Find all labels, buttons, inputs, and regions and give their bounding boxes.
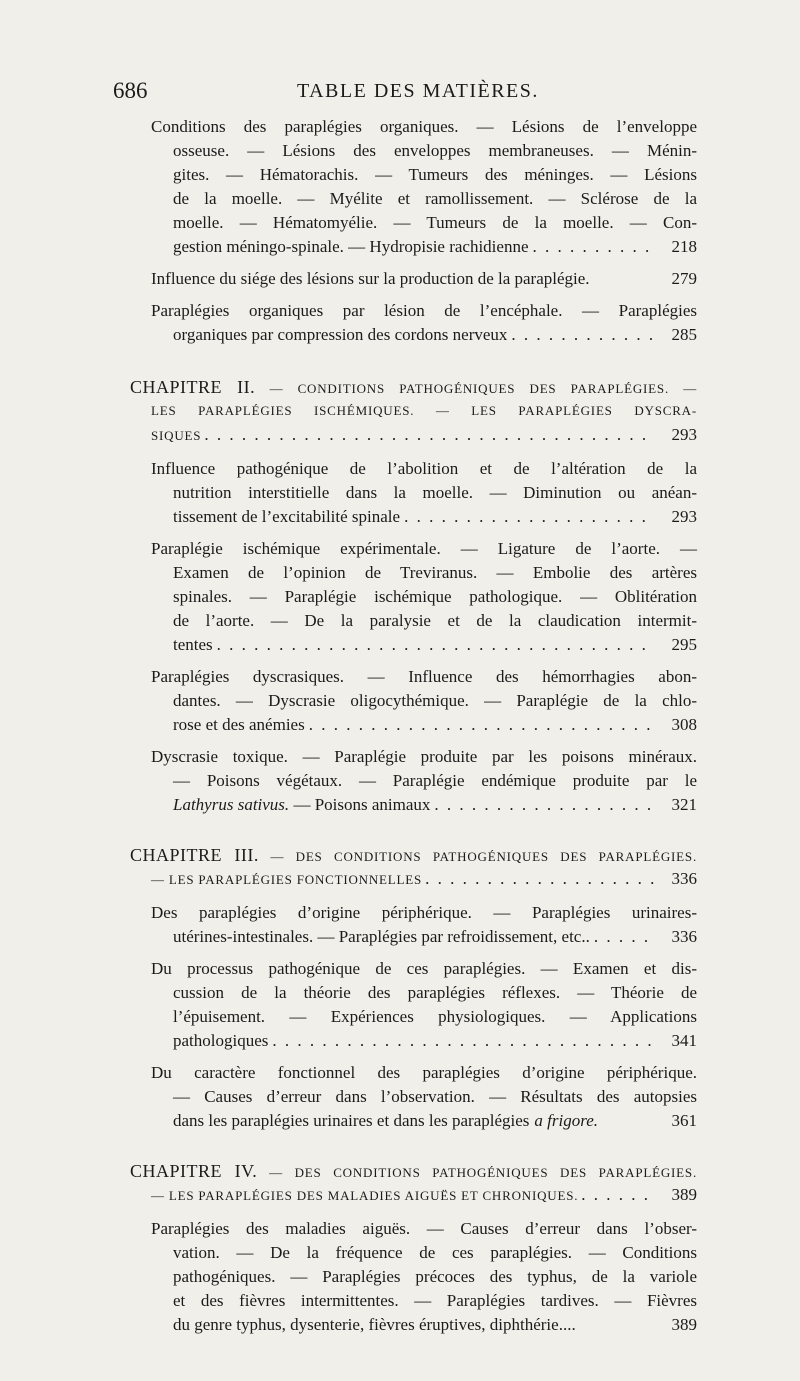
toc-content — [130, 115, 697, 1345]
entry-last-line — [151, 323, 697, 347]
chapter-text: SIQUES — [151, 428, 202, 443]
toc-entry — [151, 665, 697, 737]
entry-line: cussion de la théorie des paraplégies réflexes. — Théorie de — [173, 983, 697, 1002]
entry-line: Du processus pathogénique de ces paraplégies. — Examen et dis- — [151, 959, 697, 978]
entry-line: Examen de l’opinion de Treviranus. — Embolie des artères — [173, 563, 697, 582]
entry-line: nutrition interstitielle dans la moelle. — Diminution ou anéan- — [173, 483, 697, 502]
dot-leader — [309, 713, 654, 737]
dot-leader — [272, 1029, 654, 1053]
chapter-heading — [130, 843, 697, 891]
chapter-last-line — [130, 423, 697, 447]
entry-page-number: 389 — [671, 1185, 697, 1204]
chapter-line: LES PARAPLÉGIES ISCHÉMIQUES. — LES PARAPLÉGIES DYSCRA- — [151, 403, 697, 418]
entry-line: Dyscrasie toxique. — Paraplégie produite par les poisons minéraux. — [151, 747, 697, 766]
toc-entry — [151, 457, 697, 529]
entry-page-number: 336 — [671, 927, 697, 946]
entry-text: tissement de l’excitabilité spinale — [173, 507, 401, 526]
toc-entry — [151, 115, 697, 259]
entry-line: Influence pathogénique de l’abolition et de l’altération de la — [151, 459, 697, 478]
entry-last-line — [151, 1313, 697, 1337]
entry-last-line — [151, 267, 697, 291]
entry-text: du genre typhus, dysenterie, fièvres éruptives, diphthérie.... — [173, 1315, 576, 1334]
entry-page-number: 321 — [671, 795, 697, 814]
dot-leader — [217, 633, 654, 657]
dot-leader — [404, 505, 654, 529]
toc-entry — [151, 957, 697, 1053]
entry-line: — Causes d’erreur dans l’observation. — Résultats des autopsies — [173, 1087, 697, 1106]
chapter-last-line — [130, 1183, 697, 1207]
entry-page-number: 308 — [671, 715, 697, 734]
entry-text: rose et des anémies — [173, 715, 305, 734]
entry-line: Conditions des paraplégies organiques. — Lésions de l’enveloppe — [151, 117, 697, 136]
page-number: 686 — [113, 78, 148, 103]
chapter-last-line — [130, 867, 697, 891]
chapter-heading — [130, 1159, 697, 1207]
chapter-title: — CONDITIONS PATHOGÉNIQUES DES PARAPLÉGIES. — — [269, 381, 697, 396]
entry-page-number: 293 — [671, 425, 697, 444]
entry-page-number: 295 — [671, 635, 697, 654]
dot-leader — [425, 867, 654, 891]
toc-entry — [151, 267, 697, 291]
chapter-heading — [130, 375, 697, 447]
entry-line: et des fièvres intermittentes. — Paraplégies tardives. — Fièvres — [173, 1291, 697, 1310]
entry-last-line — [151, 793, 697, 817]
entry-text: utérines-intestinales. — Paraplégies par refroidissement, etc.. — [173, 927, 590, 946]
entry-line: l’épuisement. — Expériences physiologiques. — Applications — [173, 1007, 697, 1026]
entry-page-number: 361 — [671, 1111, 697, 1130]
entry-line: Paraplégie ischémique expérimentale. — Ligature de l’aorte. — — [151, 539, 697, 558]
entry-line: Paraplégies organiques par lésion de l’encéphale. — Paraplégies — [151, 301, 697, 320]
chapter-line — [130, 1159, 697, 1183]
chapter-label: CHAPITRE IV. — [130, 1161, 258, 1181]
dot-leader — [533, 235, 655, 259]
dot-leader — [204, 423, 654, 447]
entry-text: dans les paraplégies urinaires et dans les paraplégies — [173, 1111, 530, 1130]
entry-last-line — [151, 925, 697, 949]
dot-leader — [594, 925, 654, 949]
page-header — [0, 78, 800, 110]
toc-entry — [151, 745, 697, 817]
dot-leader — [511, 323, 654, 347]
entry-line: Du caractère fonctionnel des paraplégies d’origine périphérique. — [151, 1063, 697, 1082]
entry-line: pathogéniques. — Paraplégies précoces des typhus, de la variole — [173, 1267, 697, 1286]
chapter-label: CHAPITRE III. — [130, 845, 259, 865]
entry-line: — Poisons végétaux. — Paraplégie endémique produite par le — [173, 771, 697, 790]
entry-text: — Poisons animaux — [289, 795, 431, 814]
chapter-text: — LES PARAPLÉGIES FONCTIONNELLES — [151, 872, 423, 887]
toc-entry — [151, 1061, 697, 1133]
entry-italic-text: Lathyrus sativus. — [173, 795, 290, 814]
entry-line: de la moelle. — Myélite et ramollissement. — Sclérose de la — [173, 189, 697, 208]
chapter-line — [130, 375, 697, 399]
entry-page-number: 285 — [671, 325, 697, 344]
entry-line: gites. — Hématorachis. — Tumeurs des méninges. — Lésions — [173, 165, 697, 184]
entry-last-line — [151, 1109, 697, 1133]
entry-text: tentes — [173, 635, 213, 654]
entry-last-line — [151, 1029, 697, 1053]
entry-page-number: 336 — [671, 869, 697, 888]
entry-line: de l’aorte. — De la paralysie et de la claudication intermit- — [173, 611, 697, 630]
entry-page-number: 389 — [671, 1315, 697, 1334]
entry-page-number: 218 — [671, 237, 697, 256]
entry-last-line — [151, 713, 697, 737]
entry-text: organiques par compression des cordons nerveux — [173, 325, 508, 344]
dot-leader — [581, 1183, 654, 1207]
entry-last-line — [151, 235, 697, 259]
entry-line: moelle. — Hématomyélie. — Tumeurs de la moelle. — Con- — [173, 213, 697, 232]
toc-entry — [151, 537, 697, 657]
entry-line: Paraplégies des maladies aiguës. — Causes d’erreur dans l’obser- — [151, 1219, 697, 1238]
entry-line: dantes. — Dyscrasie oligocythémique. — Paraplégie de la chlo- — [173, 691, 697, 710]
chapter-label: CHAPITRE II. — [130, 377, 256, 397]
toc-entry — [151, 901, 697, 949]
entry-line: Paraplégies dyscrasiques. — Influence des hémorrhagies abon- — [151, 667, 697, 686]
entry-italic-text: a frigore. — [534, 1111, 598, 1130]
entry-line: Des paraplégies d’origine périphérique. — Paraplégies urinaires- — [151, 903, 697, 922]
toc-entry — [151, 1217, 697, 1337]
entry-page-number: 279 — [671, 269, 697, 288]
chapter-title: — DES CONDITIONS PATHOGÉNIQUES DES PARAPLÉGIES. — [270, 849, 697, 864]
chapter-title: — DES CONDITIONS PATHOGÉNIQUES DES PARAPLÉGIES. — [269, 1165, 697, 1180]
entry-last-line — [151, 633, 697, 657]
entry-last-line — [151, 505, 697, 529]
dot-leader — [434, 793, 654, 817]
chapter-text: — LES PARAPLÉGIES DES MALADIES AIGUËS ET CHRONIQUES. — [151, 1188, 579, 1203]
chapter-line — [130, 843, 697, 867]
entry-line: spinales. — Paraplégie ischémique pathologique. — Oblitération — [173, 587, 697, 606]
entry-text: Influence du siége des lésions sur la production de la paraplégie. — [151, 269, 590, 288]
entry-line: osseuse. — Lésions des enveloppes membraneuses. — Ménin- — [173, 141, 697, 160]
entry-page-number: 341 — [671, 1031, 697, 1050]
toc-entry — [151, 299, 697, 347]
running-title: TABLE DES MATIÈRES. — [297, 80, 539, 102]
entry-text: pathologiques — [173, 1031, 269, 1050]
entry-line: vation. — De la fréquence de ces paraplégies. — Conditions — [173, 1243, 697, 1262]
entry-text: gestion méningo-spinale. — Hydropisie rachidienne — [173, 237, 529, 256]
entry-page-number: 293 — [671, 507, 697, 526]
